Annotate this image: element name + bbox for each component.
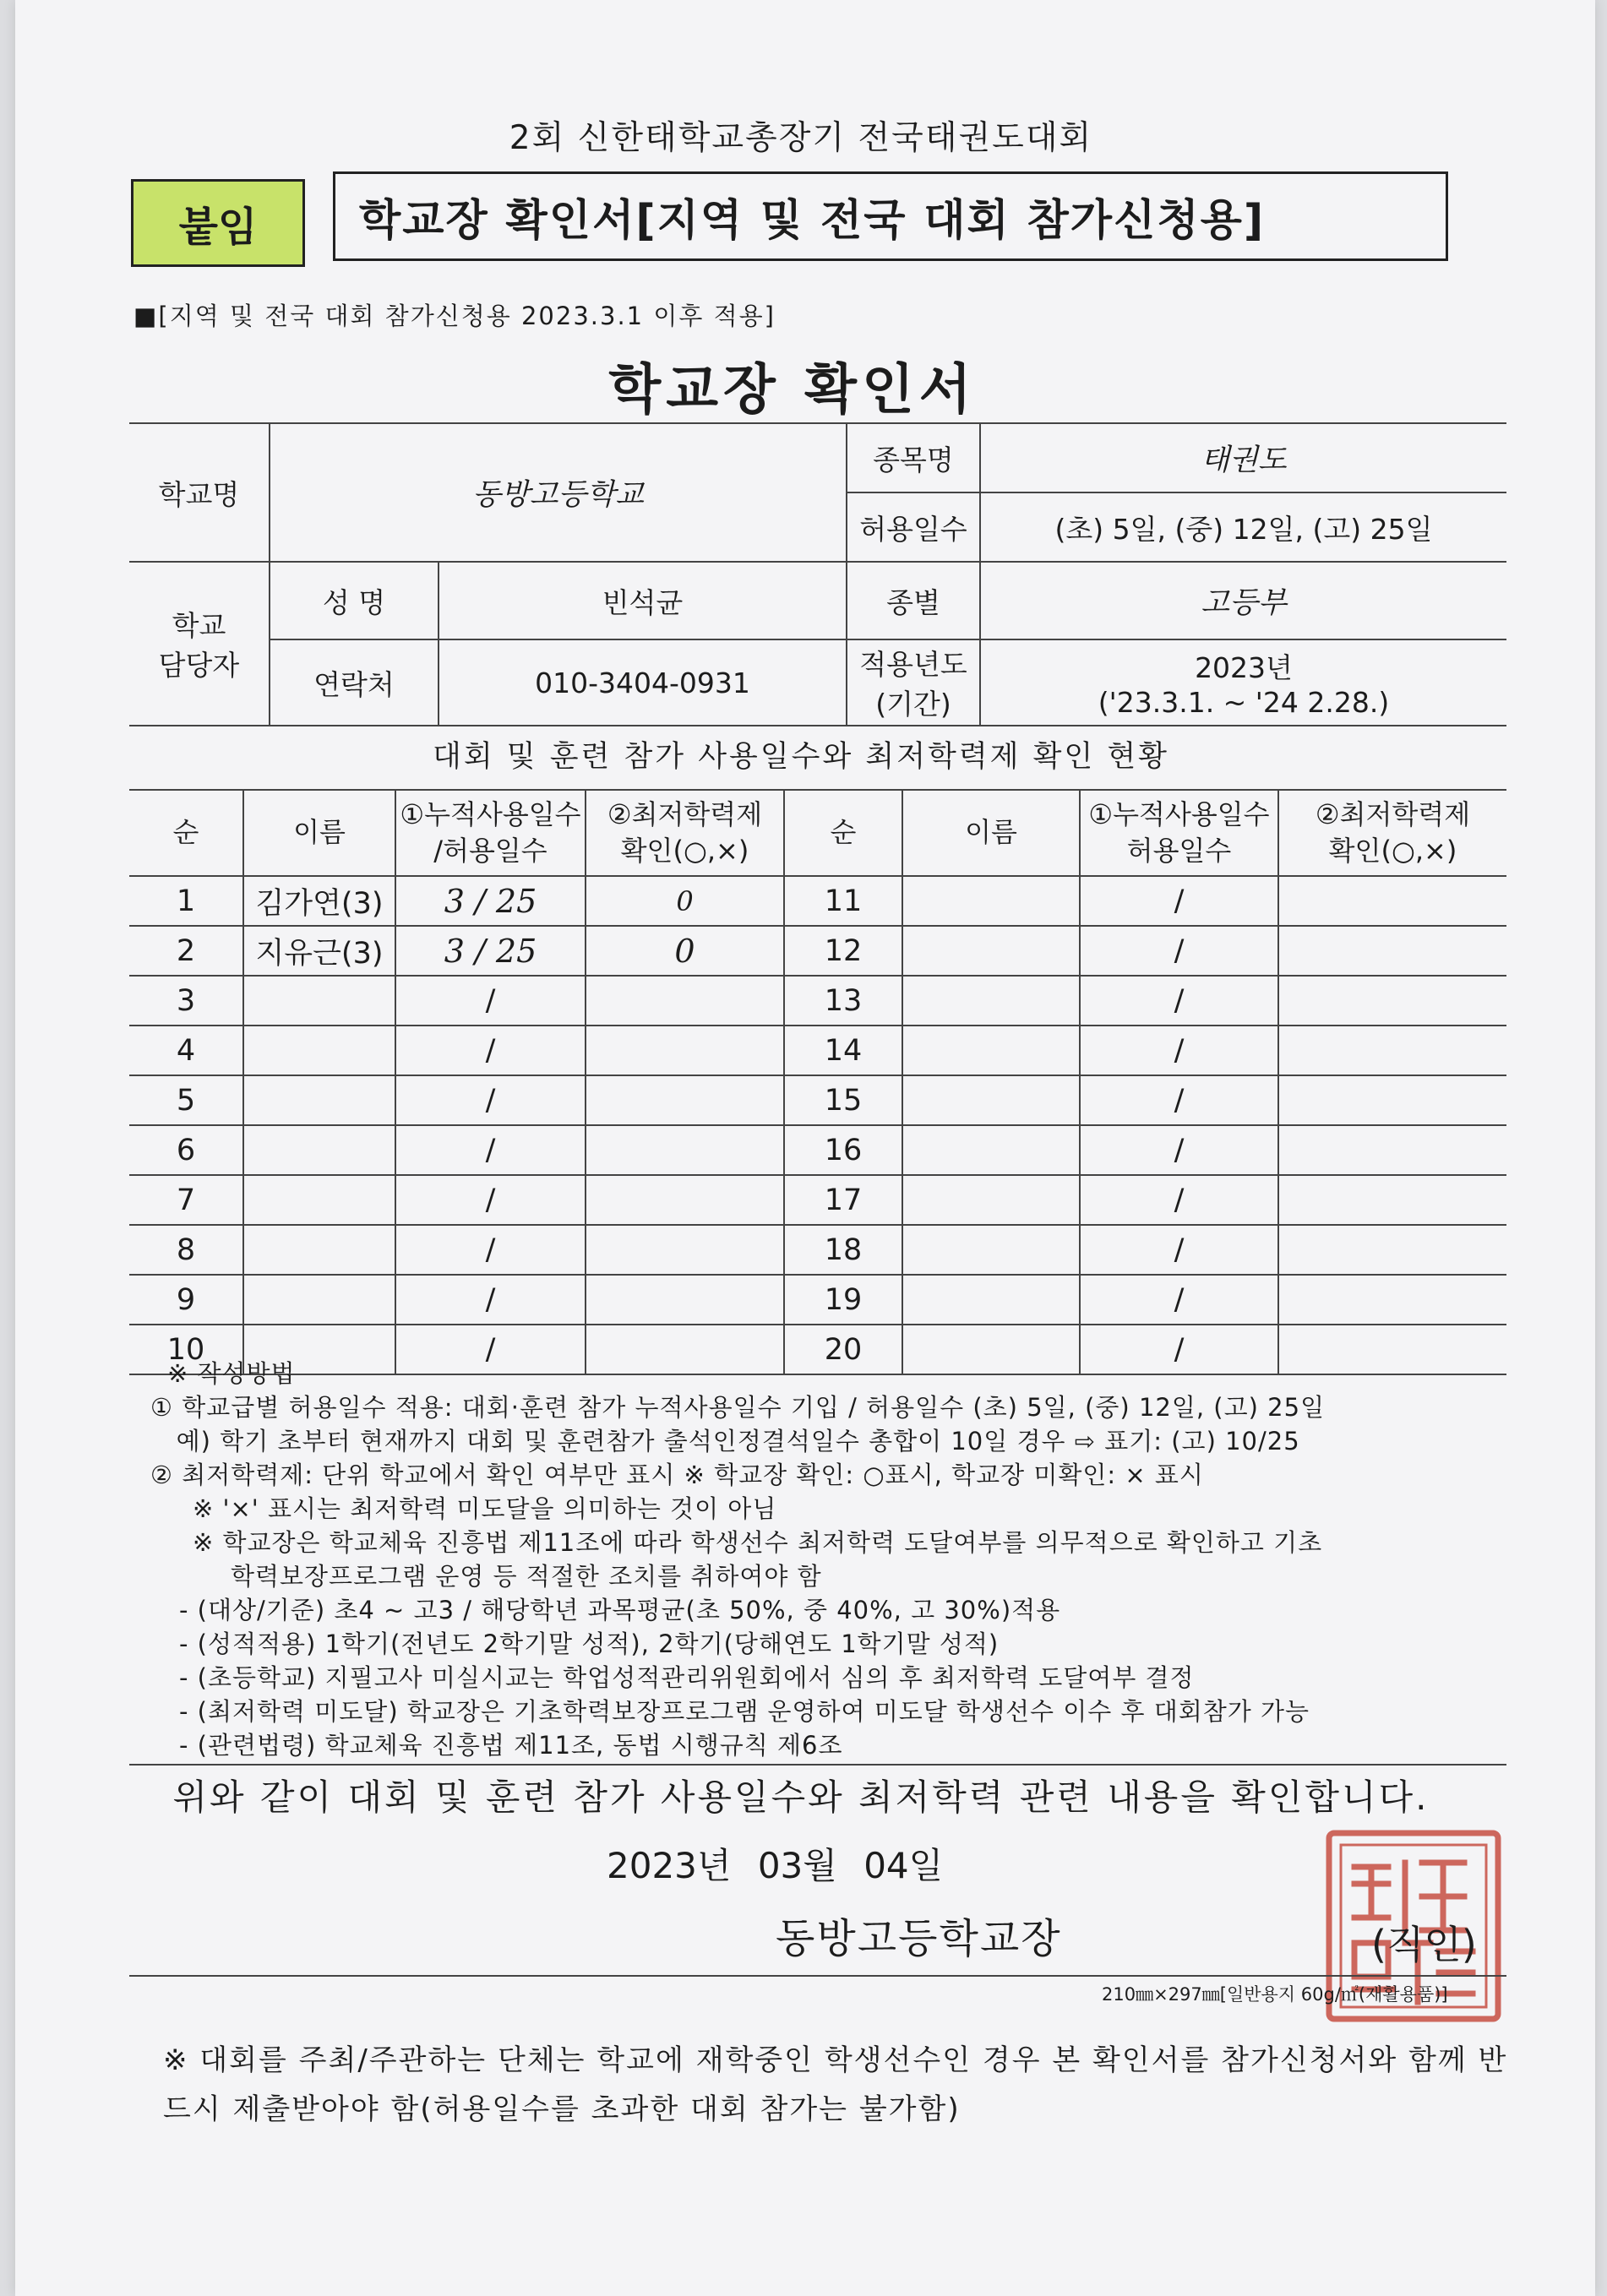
- name-value: 빈석균: [439, 562, 847, 639]
- sport-value: 태권도: [980, 423, 1506, 492]
- row-days-2: /: [1080, 926, 1278, 976]
- guide-line: ② 최저학력제: 단위 학교에서 확인 여부만 표시 ※ 학교장 확인: ○표시, 학교장 미확인: × 표시: [150, 1461, 1204, 1489]
- principal-name: 동방고등학교장: [776, 1915, 1062, 1962]
- row-name: [243, 1125, 395, 1175]
- manager-label: [129, 562, 270, 726]
- row-name: [243, 1075, 395, 1125]
- confirmation-statement: 위와 같이 대회 및 훈련 참가 사용일수와 최저학력 관련 내용을 확인합니다.: [172, 1776, 1430, 1818]
- table-row: [129, 1026, 1506, 1075]
- table-row: [129, 1125, 1506, 1175]
- manager-label-line1: 학교: [172, 609, 226, 642]
- row-check-2: [1278, 1026, 1506, 1075]
- guide-line: - (대상/기준) 초4 ~ 고3 / 해당학년 과목평균(초 50%, 중 40%, 고 30%)적용: [179, 1596, 1061, 1624]
- row-no: 3: [129, 976, 243, 1026]
- header-days2-line2: 허용일수: [1126, 835, 1232, 867]
- paper-spec: 210㎜×297㎜[일반용지 60g/㎡(재활용품)]: [1102, 1984, 1448, 2005]
- table-header-row: [129, 790, 1506, 876]
- row-no-2: 18: [784, 1225, 902, 1275]
- header-days-2: [1080, 790, 1278, 876]
- row-days: 3 / 25: [395, 876, 586, 926]
- table-row: [129, 1075, 1506, 1125]
- school-label: 학교명: [129, 423, 270, 562]
- guide-line: ※ '×' 표시는 최저학력 미도달을 의미하는 것이 아님: [193, 1494, 777, 1523]
- signature-date: [607, 1838, 943, 1889]
- header-check: [586, 790, 784, 876]
- row-name-2: [902, 1275, 1080, 1325]
- row-no-2: 16: [784, 1125, 902, 1175]
- row-check: 0: [586, 876, 784, 926]
- guide-line: - (최저학력 미도달) 학교장은 기초학력보장프로그램 운영하여 미도달 학생선수 이수 후 대회참가 가능: [179, 1697, 1310, 1726]
- row-check-2: [1278, 876, 1506, 926]
- year-label-line2: (기간): [875, 688, 951, 721]
- date-month: 03월: [757, 1845, 837, 1886]
- header-name: 이름: [243, 790, 395, 876]
- guide-line: ① 학교급별 허용일수 적용: 대회·훈련 참가 누적사용일수 기입 / 허용일수 (초) 5일, (중) 12일, (고) 25일: [150, 1393, 1326, 1422]
- row-check-2: [1278, 1125, 1506, 1175]
- guide-heading: ※ 작성방법: [167, 1359, 296, 1388]
- division-label: 종별: [847, 562, 980, 639]
- row-days: /: [395, 1325, 586, 1374]
- row-days-2: /: [1080, 1175, 1278, 1225]
- section-title: 대회 및 훈련 참가 사용일수와 최저학력제 확인 현황: [433, 740, 1169, 774]
- applicability-notice: ■[지역 및 전국 대회 참가신청용 2023.3.1 이후 적용]: [133, 302, 776, 330]
- header-check-line1: ②최저학력제: [607, 797, 763, 830]
- row-days: /: [395, 1275, 586, 1325]
- seal-placeholder: (직인): [1371, 1922, 1477, 1967]
- document-title: 학교장 확인서: [608, 359, 977, 422]
- guide-line: ※ 학교장은 학교체육 진흥법 제11조에 따라 학생선수 최저학력 도달여부를 의무적으로 확인하고 기초: [193, 1528, 1323, 1557]
- row-name-2: [902, 926, 1080, 976]
- row-no: 6: [129, 1125, 243, 1175]
- row-check: [586, 1125, 784, 1175]
- usage-table: [129, 789, 1506, 1375]
- guide-line: 예) 학기 초부터 현재까지 대회 및 훈련참가 출석인정결석일수 총합이 10일 경우 ⇨ 표기: (고) 10/25: [150, 1427, 1300, 1455]
- divider: [129, 1975, 1506, 1977]
- name-label: 성 명: [270, 562, 439, 639]
- event-title: 2회 신한태학교총장기 전국태권도대회: [509, 119, 1093, 157]
- row-no-2: 20: [784, 1325, 902, 1374]
- header-check2-line1: ②최저학력제: [1315, 797, 1471, 830]
- row-check-2: [1278, 1225, 1506, 1275]
- year-label: [847, 639, 980, 726]
- header-no: 순: [129, 790, 243, 876]
- row-days: /: [395, 1125, 586, 1175]
- row-name-2: [902, 1225, 1080, 1275]
- division-value: 고등부: [980, 562, 1506, 639]
- row-days-2: /: [1080, 1275, 1278, 1325]
- header-days: [395, 790, 586, 876]
- header-name-2: 이름: [902, 790, 1080, 876]
- row-days: 3 / 25: [395, 926, 586, 976]
- row-check: [586, 976, 784, 1026]
- row-check-2: [1278, 1275, 1506, 1325]
- table-row: [129, 1225, 1506, 1275]
- row-check: [586, 1225, 784, 1275]
- attachment-badge: 붙임: [131, 179, 305, 267]
- row-no-2: 11: [784, 876, 902, 926]
- guide-line: - (초등학교) 지필고사 미실시교는 학업성적관리위원회에서 심의 후 최저학력 도달여부 결정: [179, 1663, 1195, 1692]
- row-name: 김가연(3): [243, 876, 395, 926]
- row-days-2: /: [1080, 1026, 1278, 1075]
- row-no: 8: [129, 1225, 243, 1275]
- row-name: [243, 1175, 395, 1225]
- info-table: [129, 422, 1506, 726]
- row-name: [243, 1225, 395, 1275]
- row-check: [586, 1275, 784, 1325]
- row-name: [243, 976, 395, 1026]
- allowed-days-value: (초) 5일, (중) 12일, (고) 25일: [980, 492, 1506, 562]
- row-check-2: [1278, 926, 1506, 976]
- row-no-2: 14: [784, 1026, 902, 1075]
- row-name-2: [902, 1175, 1080, 1225]
- row-name-2: [902, 1026, 1080, 1075]
- school-value: 동방고등학교: [270, 423, 847, 562]
- row-no: 7: [129, 1175, 243, 1225]
- year-value: [980, 639, 1506, 726]
- row-check: [586, 1175, 784, 1225]
- row-no-2: 12: [784, 926, 902, 976]
- row-no: 2: [129, 926, 243, 976]
- table-row: [129, 1175, 1506, 1225]
- period-value: ('23.3.1. ~ '24 2.28.): [1098, 686, 1390, 719]
- row-no: 5: [129, 1075, 243, 1125]
- row-name-2: [902, 1075, 1080, 1125]
- row-days-2: /: [1080, 1075, 1278, 1125]
- row-no-2: 17: [784, 1175, 902, 1225]
- row-days-2: /: [1080, 976, 1278, 1026]
- row-days: /: [395, 1175, 586, 1225]
- header-check2-line2: 확인(○,×): [1328, 835, 1457, 867]
- row-check: 0: [586, 926, 784, 976]
- row-no: 9: [129, 1275, 243, 1325]
- guide-line: - (관련법령) 학교체육 진흥법 제11조, 동법 시행규칙 제6조: [179, 1731, 843, 1760]
- date-day: 04일: [863, 1845, 944, 1886]
- row-check-2: [1278, 1175, 1506, 1225]
- row-no: 10: [129, 1325, 243, 1374]
- table-row: [129, 876, 1506, 926]
- allowed-days-label: 허용일수: [847, 492, 980, 562]
- header-title: 학교장 확인서[지역 및 전국 대회 참가신청용]: [333, 171, 1448, 261]
- row-days-2: /: [1080, 876, 1278, 926]
- row-no-2: 13: [784, 976, 902, 1026]
- row-days: /: [395, 976, 586, 1026]
- header-days-line2: /허용일수: [433, 835, 547, 867]
- row-name: 지유근(3): [243, 926, 395, 976]
- sport-label: 종목명: [847, 423, 980, 492]
- row-no: 1: [129, 876, 243, 926]
- row-days-2: /: [1080, 1225, 1278, 1275]
- manager-label-line2: 담당자: [158, 649, 240, 682]
- footer-note: ※ 대회를 주최/주관하는 단체는 학교에 재학중인 학생선수인 경우 본 확인서를 참가신청서와 함께 반드시 제출받아야 함(허용일수를 초과한 대회 참가는 불가함): [163, 2043, 1508, 2126]
- row-name-2: [902, 876, 1080, 926]
- header-days2-line1: ①누적사용일수: [1088, 797, 1270, 830]
- date-year: 2023년: [607, 1845, 732, 1886]
- row-no-2: 15: [784, 1075, 902, 1125]
- row-name-2: [902, 976, 1080, 1026]
- guide-line: 학력보장프로그램 운영 등 적절한 조치를 취하여야 함: [231, 1562, 822, 1591]
- year-value-line1: 2023년: [1195, 651, 1293, 684]
- year-label-line1: 적용년도: [859, 648, 967, 681]
- row-name-2: [902, 1125, 1080, 1175]
- table-row: [129, 926, 1506, 976]
- row-days: /: [395, 1225, 586, 1275]
- contact-label: 연락처: [270, 639, 439, 726]
- row-days-2: /: [1080, 1125, 1278, 1175]
- guide-line: - (성적적용) 1학기(전년도 2학기말 성적), 2학기(당해연도 1학기말 성적): [179, 1630, 1000, 1658]
- row-days: /: [395, 1075, 586, 1125]
- row-no-2: 19: [784, 1275, 902, 1325]
- table-row: [129, 1275, 1506, 1325]
- header-days-line1: ①누적사용일수: [400, 797, 581, 830]
- divider: [129, 1764, 1506, 1766]
- row-check: [586, 1075, 784, 1125]
- document-page: [15, 0, 1595, 2296]
- row-days-2: /: [1080, 1325, 1278, 1374]
- header-check-line2: 확인(○,×): [620, 835, 749, 867]
- row-days: /: [395, 1026, 586, 1075]
- row-check: [586, 1026, 784, 1075]
- row-name: [243, 1275, 395, 1325]
- row-check-2: [1278, 1075, 1506, 1125]
- contact-value: 010-3404-0931: [439, 639, 847, 726]
- row-check-2: [1278, 976, 1506, 1026]
- row-no: 4: [129, 1026, 243, 1075]
- table-row: [129, 976, 1506, 1026]
- header-check-2: [1278, 790, 1506, 876]
- row-name: [243, 1026, 395, 1075]
- header-no-2: 순: [784, 790, 902, 876]
